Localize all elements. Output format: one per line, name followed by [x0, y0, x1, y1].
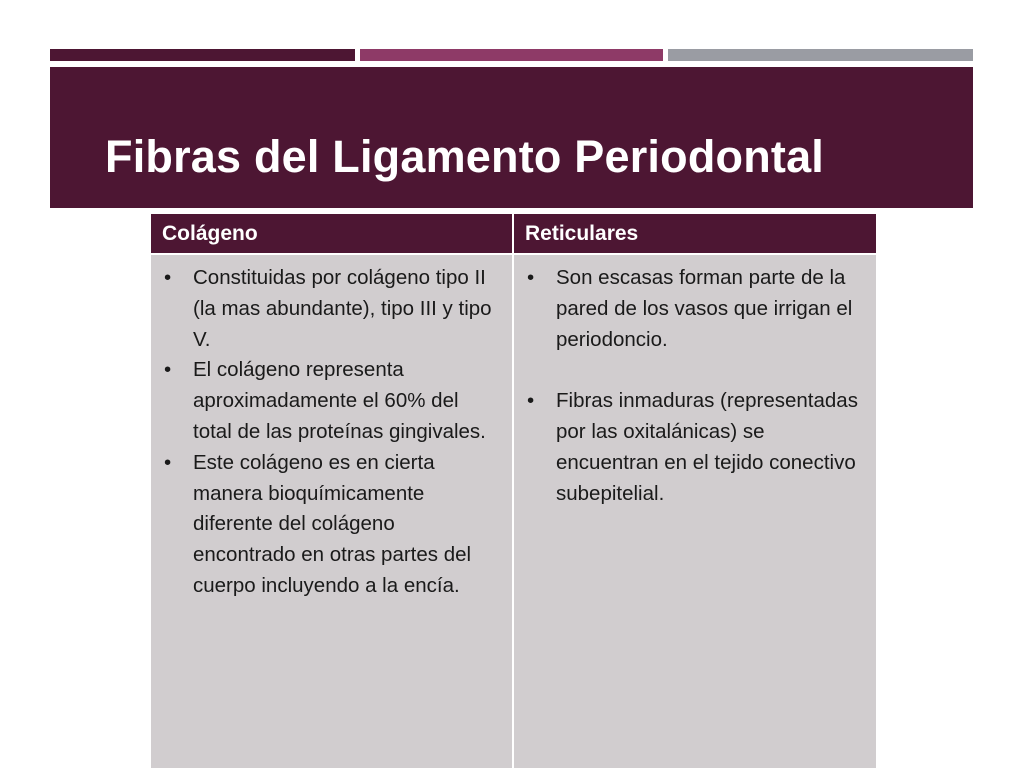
list-item-text: Fibras inmaduras (representadas por las oxitalánicas) se encuentran en el tejido conectivo subepitelial.: [556, 389, 858, 505]
list-item: [161, 448, 502, 602]
reticulares-bullet-list-2: [524, 386, 866, 509]
table-header-row: [151, 214, 876, 254]
comparison-table: [151, 214, 876, 768]
accent-bar-dark: [50, 49, 355, 61]
cell-colageno: [151, 254, 513, 768]
list-item-text: El colágeno representa aproximadamente el 60% del total de las proteínas gingivales.: [193, 358, 486, 443]
header-colageno: Colágeno: [151, 214, 513, 254]
reticulares-bullet-list: [524, 263, 866, 355]
bullet-icon: •: [164, 358, 172, 382]
colageno-bullet-list: [161, 263, 502, 602]
title-band: [50, 67, 973, 208]
list-item: [161, 355, 502, 447]
paragraph-spacer: [524, 355, 866, 386]
accent-bar-gray: [668, 49, 973, 61]
list-item: [524, 386, 866, 509]
list-item-text: Constituidas por colágeno tipo II (la mas abundante), tipo III y tipo V.: [193, 266, 492, 351]
list-item-text: Son escasas forman parte de la pared de los vasos que irrigan el periodoncio.: [556, 266, 853, 351]
list-item-text: Este colágeno es en cierta manera bioquímicamente diferente del colágeno encontrado en otras partes del cuerpo incluyendo a la encía.: [193, 450, 472, 597]
accent-bar-magenta: [360, 49, 663, 61]
bullet-icon: •: [527, 389, 535, 413]
list-item: [161, 263, 502, 355]
bullet-icon: •: [527, 266, 535, 289]
cell-reticulares: [513, 254, 876, 768]
bullet-icon: •: [164, 266, 172, 289]
slide-title: Fibras del Ligamento Periodontal: [105, 131, 824, 182]
table-body-row: [151, 254, 876, 768]
header-reticulares: Reticulares: [513, 214, 876, 254]
list-item: [524, 263, 866, 355]
bullet-icon: •: [164, 450, 172, 474]
